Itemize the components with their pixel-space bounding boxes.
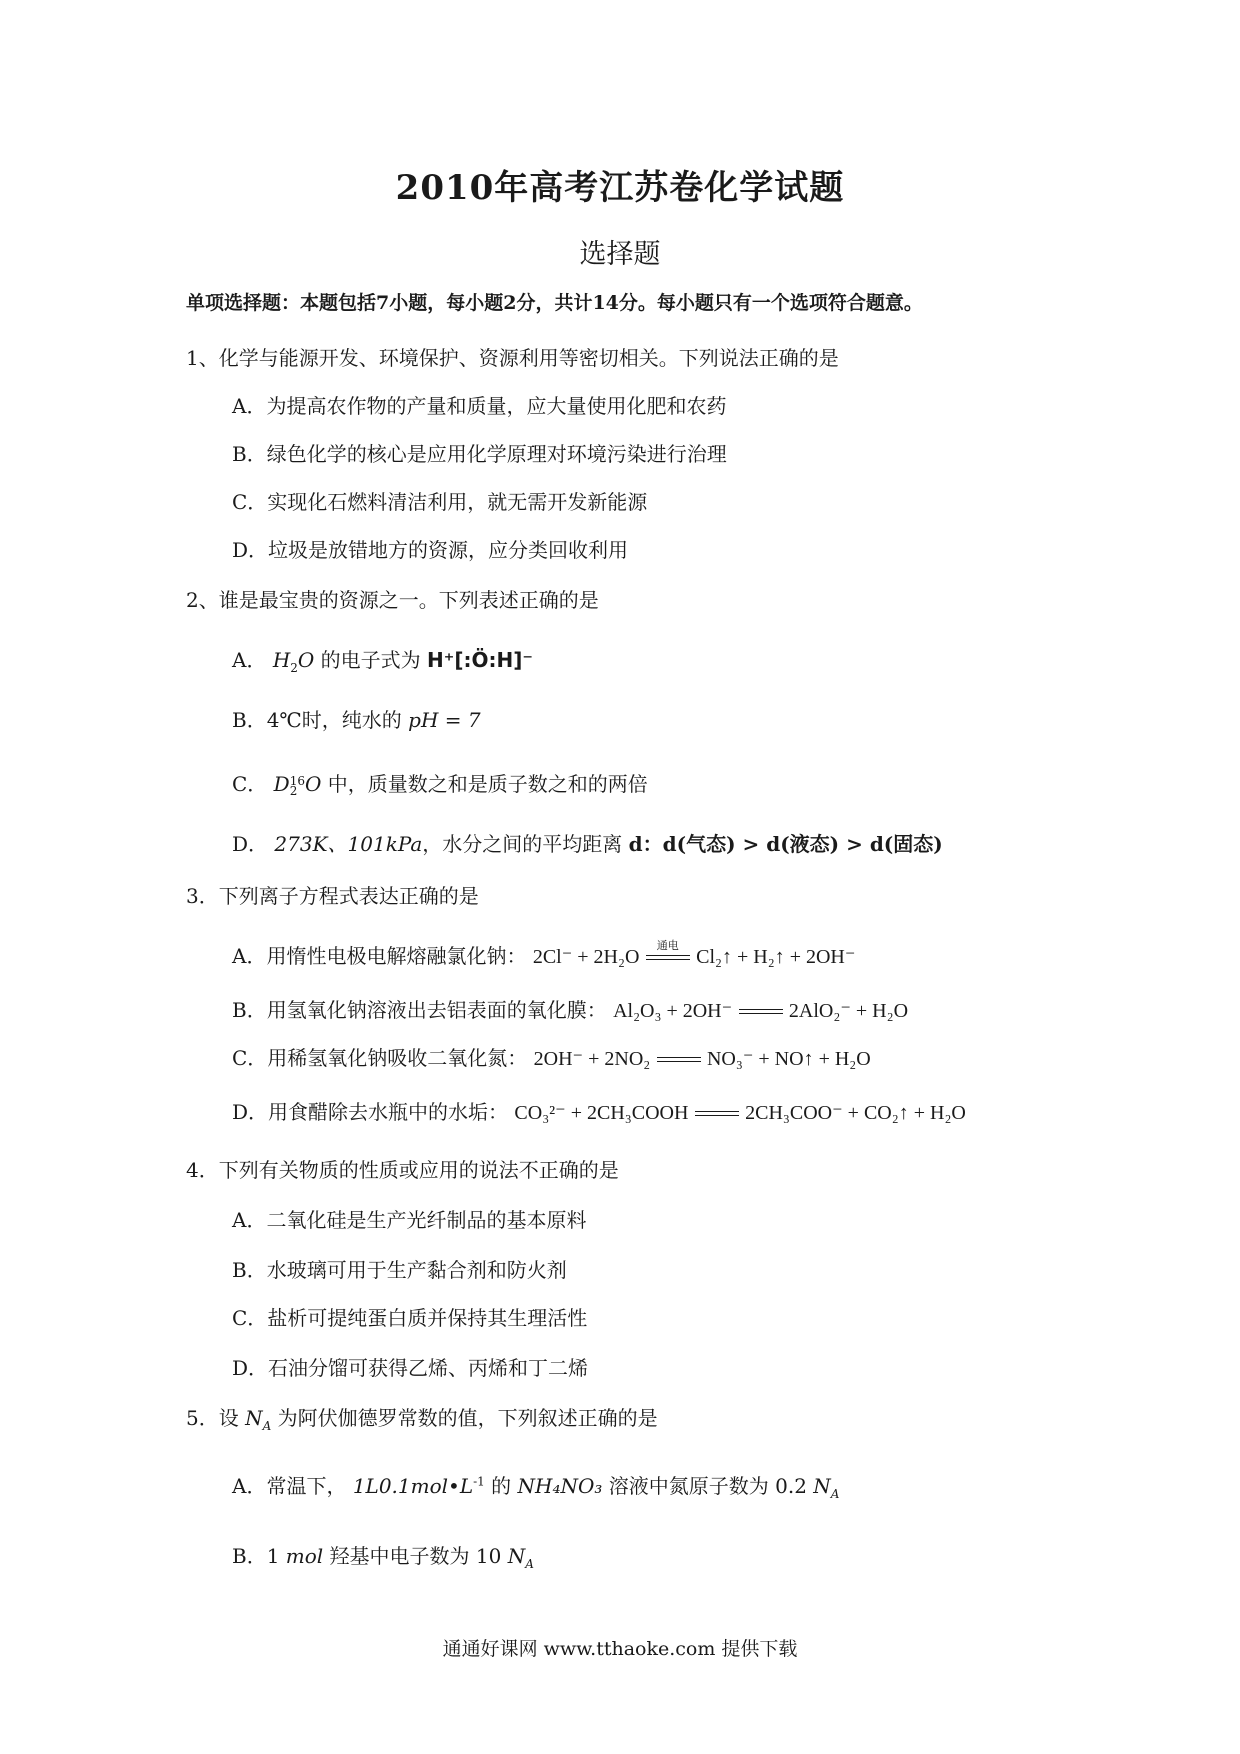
question-5-option-b: [232, 1540, 534, 1571]
formula-d: D: [273, 772, 290, 796]
formula-sub: 2: [290, 661, 298, 675]
page-title: 2010年高考江苏卷化学试题: [395, 168, 845, 208]
formula-sub: A: [262, 1419, 272, 1433]
formula-sub: A: [830, 1487, 840, 1501]
question-4-option-c: C．盐析可提纯蛋白质并保持其生理活性: [232, 1306, 588, 1330]
question-1-option-d: D．垃圾是放错地方的资源，应分类回收利用: [232, 538, 629, 562]
question-4-stem: 4．下列有关物质的性质或应用的说法不正确的是: [186, 1158, 619, 1182]
question-5-stem: [186, 1402, 658, 1433]
section-instruction: 单项选择题：本题包括7小题，每小题2分，共计14分。每小题只有一个选项符合题意。: [186, 292, 923, 314]
question-3-option-b: [232, 994, 908, 1023]
option-text: ，水分之间的平均距离: [422, 832, 623, 856]
concentration: 1L0.1mol•L: [352, 1474, 474, 1498]
question-1-option-c: C．实现化石燃料清洁利用，就无需开发新能源: [232, 490, 648, 514]
section-title: 选择题: [579, 239, 661, 270]
question-2-option-d: [232, 828, 943, 857]
formula-sub: 2: [289, 783, 298, 798]
equation-left: Al₂O₃ + 2OH⁻: [613, 1000, 733, 1022]
equation-left: CO₃²⁻ + 2CH₃COOH: [514, 1102, 689, 1124]
question-3-stem: 3．下列离子方程式表达正确的是: [186, 884, 479, 908]
question-1-option-b: B．绿色化学的核心是应用化学原理对环境污染进行治理: [232, 442, 727, 466]
option-text: 的电子式为: [320, 648, 421, 672]
question-4-option-a: A．二氧化硅是生产光纤制品的基本原料: [232, 1208, 587, 1232]
formula-n: N: [813, 1474, 831, 1498]
unit-mol: mol: [285, 1544, 324, 1568]
question-1-stem: 1、化学与能源开发、环境保护、资源利用等密切相关。下列说法正确的是: [186, 346, 839, 370]
formula-sup: -1: [473, 1474, 485, 1489]
equals-sign: [739, 1007, 783, 1017]
question-4-option-b: B．水玻璃可用于生产黏合剂和防火剂: [232, 1258, 567, 1282]
option-text: 4℃时，纯水的: [266, 708, 402, 732]
salt-formula: NH₄NO₃: [517, 1474, 603, 1498]
equation-right: Cl₂↑ + H₂↑ + 2OH⁻: [696, 946, 856, 968]
option-text: C．用稀氢氧化钠吸收二氧化氮：: [232, 1046, 528, 1070]
question-3-option-a: [232, 940, 855, 969]
equation-left: 2OH⁻ + 2NO₂: [533, 1048, 651, 1070]
option-label: C．: [232, 772, 268, 796]
formula-n: N: [245, 1406, 263, 1430]
formula-n: N: [507, 1544, 526, 1568]
question-4-option-d: D．石油分馏可获得乙烯、丙烯和丁二烯: [232, 1356, 589, 1380]
lewis-structure: H⁺[:Ö:H]⁻: [427, 648, 533, 672]
formula-o: O: [297, 648, 315, 672]
question-3-option-d: [232, 1096, 966, 1125]
question-3-option-c: [232, 1042, 871, 1071]
reaction-condition: 通电: [656, 938, 679, 952]
question-1-option-a: A．为提高农作物的产量和质量，应大量使用化肥和农药: [232, 394, 727, 418]
option-text: 羟基中电子数为 10: [329, 1544, 502, 1568]
option-text: 的: [491, 1474, 512, 1498]
question-2-option-c: [232, 768, 648, 797]
formula-h: H: [272, 648, 291, 672]
formula-ph: pH = 7: [408, 708, 481, 732]
option-text: 溶液中氮原子数为 0.2: [608, 1474, 807, 1498]
option-label: B．: [232, 708, 267, 732]
question-2-option-a: [232, 644, 533, 675]
reaction-arrow: [646, 938, 690, 965]
option-text: 中，质量数之和是质子数之和的两倍: [327, 772, 648, 796]
formula-sup: 16: [289, 773, 305, 788]
option-label: D．: [232, 832, 269, 856]
question-2-option-b: [232, 704, 481, 733]
page-footer: 通通好课网 www.tthaoke.com 提供下载: [442, 1638, 798, 1660]
formula-sub: A: [525, 1557, 534, 1571]
equation-right: NO₃⁻ + NO↑ + H₂O: [706, 1048, 871, 1070]
stem-text: 为阿伏伽德罗常数的值，下列叙述正确的是: [277, 1406, 658, 1430]
equation-right: 2AlO₂⁻ + H₂O: [788, 1000, 909, 1022]
option-text: A．常温下，: [232, 1474, 347, 1498]
question-2-stem: 2、谁是最宝贵的资源之一。下列表述正确的是: [186, 588, 599, 612]
equation-right: 2CH₃COO⁻ + CO₂↑ + H₂O: [745, 1102, 966, 1124]
equals-sign: [657, 1055, 701, 1065]
distance-relation: d：d(气态) > d(液态) > d(固态): [628, 832, 943, 856]
equals-sign: [695, 1109, 739, 1119]
condition: 273K、101kPa: [274, 832, 423, 856]
option-text: B．用氢氧化钠溶液出去铝表面的氧化膜：: [232, 998, 607, 1022]
formula-o: O: [305, 772, 322, 796]
stem-text: 5．设: [186, 1406, 239, 1430]
option-label: A．: [232, 648, 267, 672]
equation-left: 2Cl⁻ + 2H₂O: [532, 946, 640, 968]
option-text: A．用惰性电极电解熔融氯化钠：: [232, 944, 527, 968]
option-text: B．1: [232, 1544, 280, 1568]
option-text: D．用食醋除去水瓶中的水垢：: [232, 1100, 509, 1124]
question-5-option-a: [232, 1470, 839, 1501]
